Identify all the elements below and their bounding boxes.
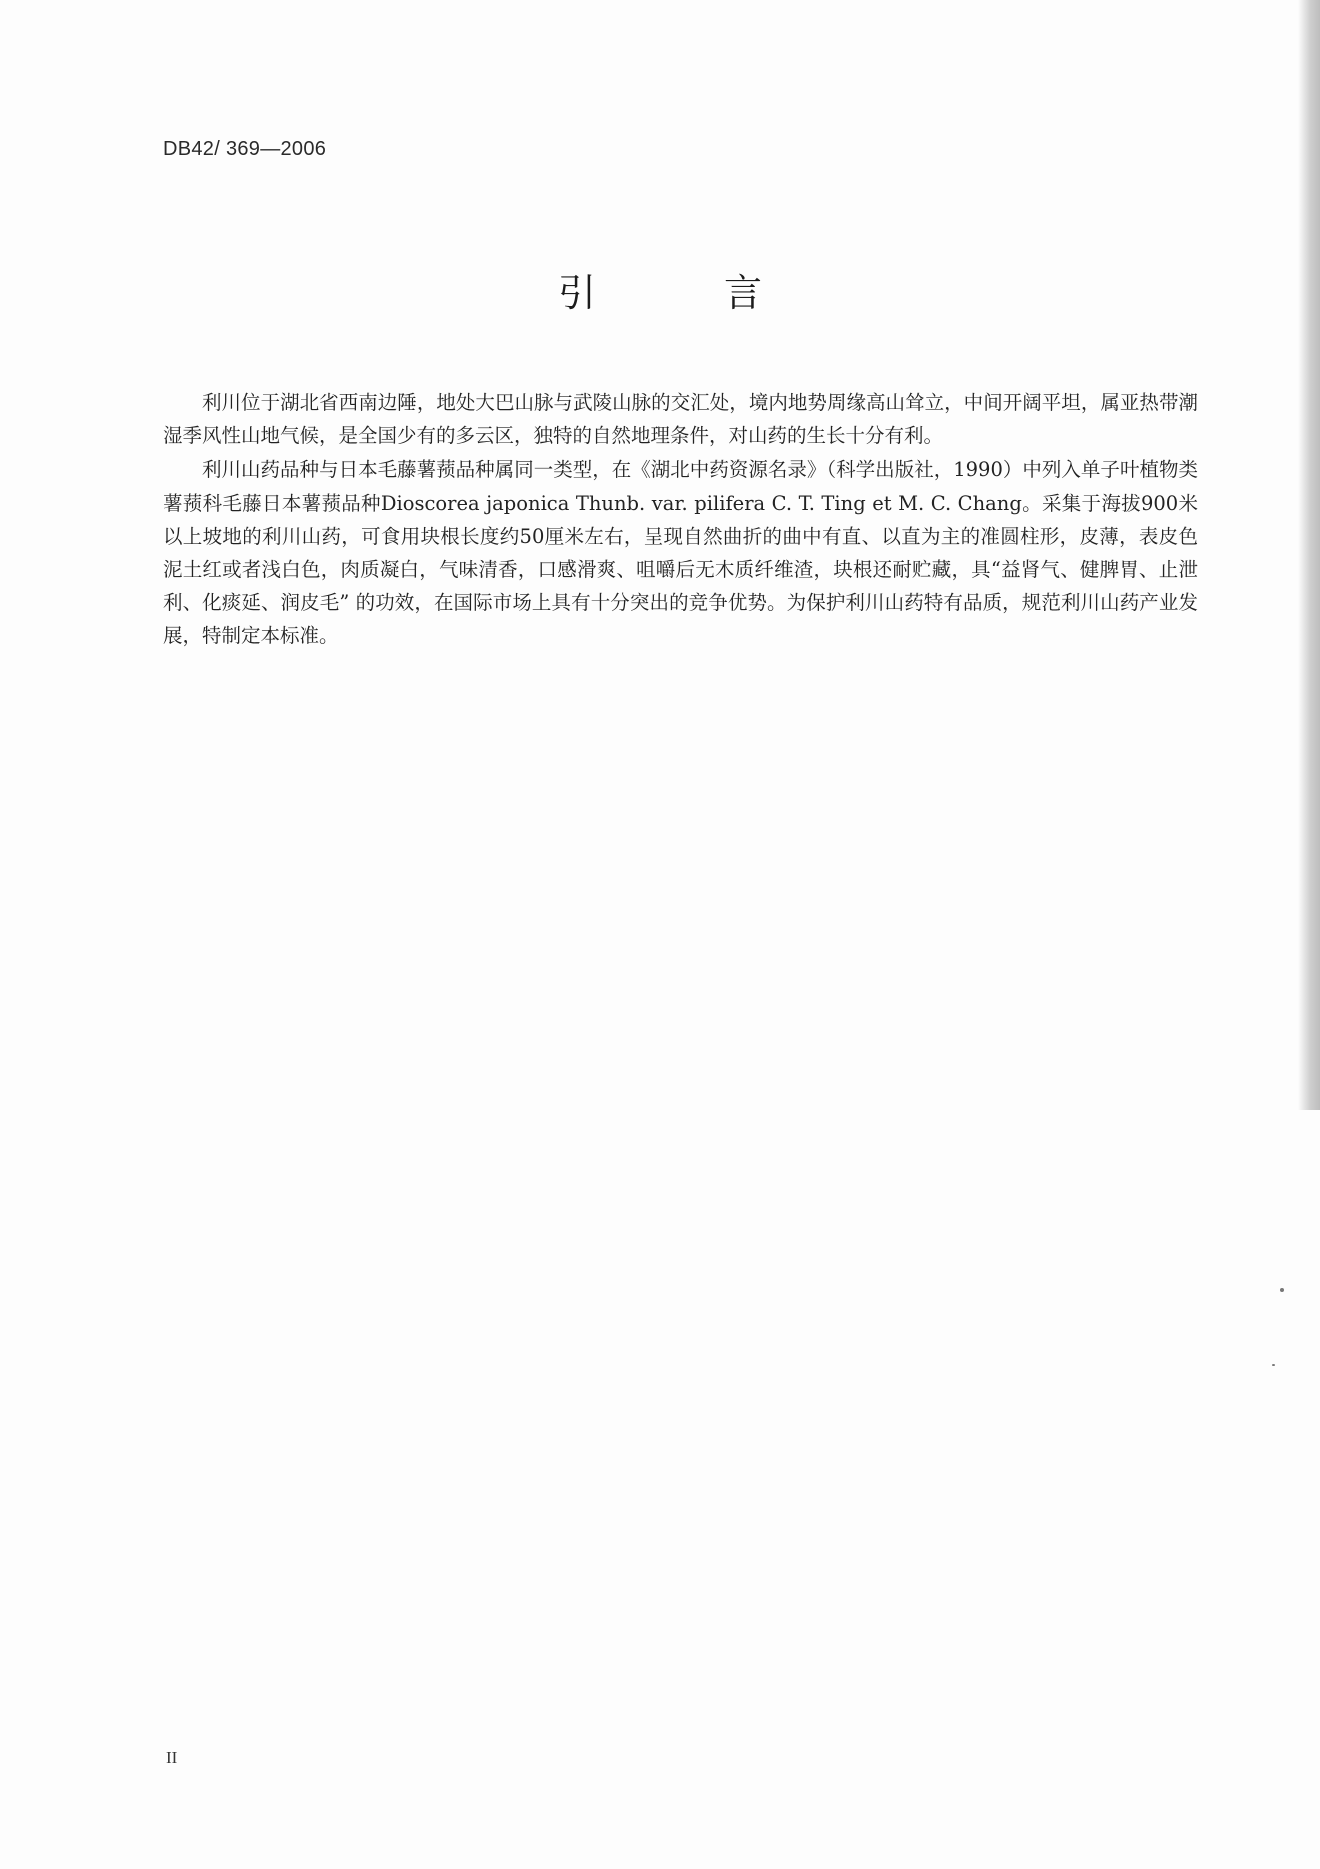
scan-edge-shadow xyxy=(1298,0,1320,1110)
paragraph-1: 利川位于湖北省西南边陲，地处大巴山脉与武陵山脉的交汇处，境内地势周缘高山耸立，中间开阔平坦，属亚热带潮湿季风性山地气候，是全国少有的多云区，独特的自然地理条件，对山药的生长十分有利。 xyxy=(163,391,1198,448)
page-title: 引 言 xyxy=(557,271,821,315)
scan-speck xyxy=(1280,1288,1284,1292)
introduction-body xyxy=(163,386,1198,654)
page-number: II xyxy=(166,1748,178,1767)
document-number: DB42/ 369—2006 xyxy=(163,138,327,160)
scan-speck xyxy=(1272,1364,1275,1366)
paragraph-2: 利川山药品种与日本毛藤薯蓣品种属同一类型，在《湖北中药资源名录》（科学出版社，1990）中列入单子叶植物类薯蓣科毛藤日本薯蓣品种Dioscorea japonica Thunb. var. pilifera C. T. Ting et M. C. Chang。采集于海拔900米以上坡地的利川山药，可食用块根长度约50厘米左右，呈现自然曲折的曲中有直、以直为主的准圆柱形，皮薄，表皮色泥土红或者浅白色，肉质凝白，气味清香，口感滑爽、咀嚼后无木质纤维渣，块根还耐贮藏，具“益肾气、健脾胃、止泄利、化痰延、润皮毛” 的功效，在国际市场上具有十分突出的竞争优势。为保护利川山药特有品质，规范利川山药产业发展，特制定本标准。 xyxy=(163,458,1198,648)
